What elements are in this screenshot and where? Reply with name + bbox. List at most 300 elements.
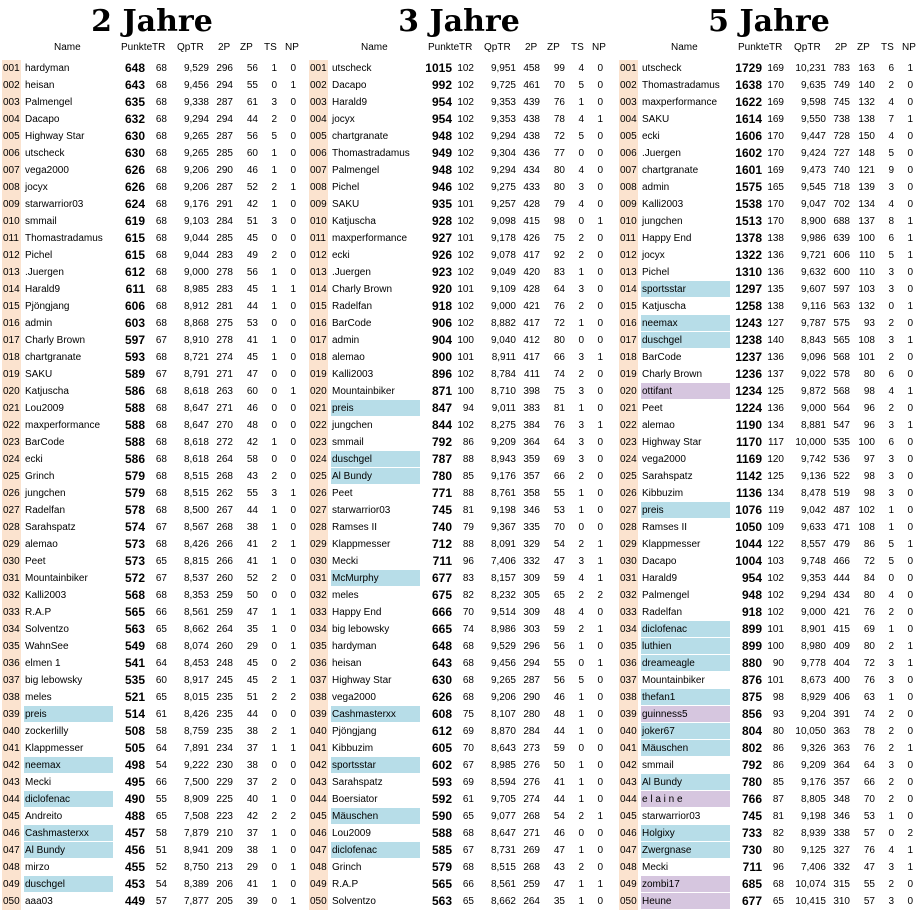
zp-cell: 46 [246,165,258,176]
np-cell: 0 [597,471,603,482]
np-cell: 0 [290,131,296,142]
2p-cell: 702 [833,199,850,210]
2p-cell: 346 [523,505,540,516]
table-row [309,383,609,400]
2p-cell: 434 [523,165,540,176]
np-cell: 0 [907,199,913,210]
zp-cell: 47 [246,607,258,618]
qptr-cell: 10,050 [795,726,826,737]
table-row [309,570,609,587]
rank-cell: 014 [309,281,328,298]
rank-cell: 027 [2,502,21,519]
tr-cell: 134 [767,420,784,431]
punkte-cell: 1076 [735,503,762,517]
qptr-cell: 8,750 [183,862,209,873]
table-row [2,587,302,604]
name-cell: WahnSee [25,641,69,652]
tr-cell: 65 [772,896,784,907]
ts-cell: 3 [888,182,894,193]
zp-cell: 76 [553,420,565,431]
tr-cell: 68 [155,165,167,176]
punkte-cell: 876 [741,673,762,687]
zp-cell: 52 [246,573,258,584]
np-cell: 0 [907,777,913,788]
table-row [2,774,302,791]
ts-cell: 1 [271,63,277,74]
qptr-cell: 8,910 [183,335,209,346]
rank-cell: 044 [2,791,21,808]
2p-cell: 749 [833,80,850,91]
rank-cell: 002 [2,77,21,94]
punkte-cell: 588 [124,418,145,432]
punkte-cell: 588 [431,826,452,840]
name-cell: duschgel [641,332,730,348]
tr-cell: 68 [155,131,167,142]
table-row [309,808,609,825]
punkte-cell: 918 [741,605,762,619]
tr-cell: 122 [767,539,784,550]
qptr-cell: 9,447 [800,131,826,142]
2p-cell: 535 [833,437,850,448]
tr-cell: 79 [462,522,474,533]
qptr-cell: 7,508 [183,811,209,822]
tr-cell: 68 [155,641,167,652]
ts-cell: 0 [271,386,277,397]
np-cell: 0 [907,726,913,737]
ts-cell: 6 [888,233,894,244]
table-row [2,179,302,196]
table-row [309,451,609,468]
2p-cell: 278 [216,335,233,346]
table-row [619,247,918,264]
column-header-name: Name [54,42,81,53]
name-cell: big lebowsky [332,624,390,635]
tr-cell: 68 [155,403,167,414]
ts-cell: 1 [271,607,277,618]
zp-cell: 64 [553,437,565,448]
table-row [309,247,609,264]
ts-cell: 1 [578,760,584,771]
punkte-cell: 675 [431,588,452,602]
tr-cell: 67 [462,845,474,856]
rank-cell: 016 [309,315,328,332]
name-cell: Solventzo [25,624,69,635]
punkte-cell: 946 [431,180,452,194]
tr-cell: 102 [457,301,474,312]
zp-cell: 49 [246,250,258,261]
qptr-cell: 8,761 [490,488,516,499]
np-cell: 0 [290,760,296,771]
np-cell: 0 [907,709,913,720]
table-row [2,332,302,349]
tr-cell: 86 [772,743,784,754]
ts-cell: 2 [271,726,277,737]
tr-cell: 70 [462,607,474,618]
tr-cell: 51 [155,845,167,856]
ts-cell: 2 [888,607,894,618]
2p-cell: 235 [216,726,233,737]
name-cell: Highway Star [642,437,702,448]
rank-cell: 022 [2,417,21,434]
ts-cell: 2 [578,539,584,550]
ts-cell: 3 [578,437,584,448]
name-cell: Lou2009 [25,403,64,414]
rank-cell: 046 [619,825,638,842]
qptr-cell: 10,074 [795,879,826,890]
qptr-cell: 9,529 [183,63,209,74]
punkte-cell: 630 [124,146,145,160]
qptr-cell: 9,326 [800,743,826,754]
tr-cell: 101 [767,624,784,635]
ts-cell: 2 [271,182,277,193]
ranking-list [309,60,609,910]
ts-cell: 0 [271,369,277,380]
zp-cell: 29 [246,862,258,873]
zp-cell: 76 [863,675,875,686]
2p-cell: 269 [523,845,540,856]
qptr-cell: 8,618 [183,454,209,465]
zp-cell: 38 [246,726,258,737]
np-cell: 1 [290,284,296,295]
qptr-cell: 9,178 [490,233,516,244]
table-row [309,417,609,434]
qptr-cell: 9,176 [490,471,516,482]
np-cell: 0 [907,369,913,380]
name-cell: Mountainbiker [25,573,88,584]
punkte-cell: 632 [124,112,145,126]
zp-cell: 98 [863,488,875,499]
zp-cell: 41 [553,777,565,788]
qptr-cell: 8,929 [800,692,826,703]
ts-cell: 1 [888,624,894,635]
qptr-cell: 9,294 [490,165,516,176]
qptr-cell: 8,389 [183,879,209,890]
name-cell: diclofenac [24,791,113,807]
2p-cell: 400 [833,675,850,686]
2p-cell: 223 [216,811,233,822]
name-cell: duschgel [24,876,113,892]
2p-cell: 406 [833,692,850,703]
tr-cell: 68 [155,420,167,431]
rank-cell: 027 [309,502,328,519]
np-cell: 0 [290,709,296,720]
tr-cell: 65 [155,624,167,635]
qptr-cell: 8,561 [490,879,516,890]
ts-cell: 0 [888,301,894,312]
punkte-cell: 488 [124,809,145,823]
ts-cell: 1 [578,692,584,703]
np-cell: 0 [290,114,296,125]
tr-cell: 75 [462,709,474,720]
table-row [619,400,918,417]
column-header-name: Name [671,42,698,53]
punkte-cell: 578 [124,503,145,517]
ts-cell: 3 [888,488,894,499]
tr-cell: 55 [155,794,167,805]
zp-cell: 46 [553,828,565,839]
ts-cell: 0 [271,590,277,601]
zp-cell: 45 [246,658,258,669]
np-cell: 0 [597,63,603,74]
table-row [309,859,609,876]
punkte-cell: 745 [431,503,452,517]
tr-cell: 54 [155,879,167,890]
zp-cell: 103 [858,284,875,295]
punkte-cell: 740 [431,520,452,534]
tr-cell: 68 [462,828,474,839]
rank-cell: 033 [2,604,21,621]
rank-cell: 015 [619,298,638,315]
zp-cell: 38 [246,845,258,856]
np-cell: 0 [290,794,296,805]
tr-cell: 68 [155,590,167,601]
np-cell: 0 [907,267,913,278]
qptr-cell: 9,367 [490,522,516,533]
column-header-2p: 2P [218,42,231,53]
zp-cell: 41 [246,539,258,550]
2p-cell: 364 [523,437,540,448]
zp-cell: 98 [863,471,875,482]
np-cell: 0 [597,828,603,839]
qptr-cell: 8,353 [183,590,209,601]
np-cell: 0 [597,454,603,465]
ts-cell: 2 [888,879,894,890]
tr-cell: 68 [155,539,167,550]
np-cell: 0 [290,335,296,346]
2p-cell: 718 [833,182,850,193]
np-cell: 0 [597,505,603,516]
qptr-cell: 9,529 [490,641,516,652]
punkte-cell: 954 [431,95,452,109]
qptr-cell: 9,294 [183,114,209,125]
np-cell: 0 [290,556,296,567]
ts-cell: 4 [578,607,584,618]
punkte-cell: 1378 [735,231,762,245]
zp-cell: 83 [553,267,565,278]
rank-cell: 013 [309,264,328,281]
rank-cell: 036 [619,655,638,672]
name-cell: maxperformance [25,420,101,431]
name-cell: admin [332,335,360,346]
punkte-cell: 730 [741,843,762,857]
qptr-cell: 9,000 [800,607,826,618]
name-cell: Kibbuzim [642,488,684,499]
2p-cell: 285 [216,233,233,244]
table-row [619,536,918,553]
column-header-ts: TS [881,42,894,53]
name-cell: starwarrior03 [25,199,84,210]
punkte-cell: 586 [124,384,145,398]
tr-cell: 68 [155,97,167,108]
name-cell: jocyx [332,114,355,125]
qptr-cell: 8,901 [800,624,826,635]
table-row [619,672,918,689]
zp-cell: 100 [858,233,875,244]
table-row [309,842,609,859]
ts-cell: 0 [578,658,584,669]
qptr-cell: 8,731 [490,845,516,856]
punkte-cell: 1190 [735,418,762,432]
qptr-cell: 8,647 [490,828,516,839]
table-row [2,434,302,451]
name-cell: Heune [641,893,730,909]
tr-cell: 57 [155,896,167,907]
name-cell: preis [641,502,730,518]
rank-cell: 009 [309,196,328,213]
2p-cell: 272 [216,437,233,448]
tr-cell: 66 [462,879,474,890]
2p-cell: 417 [523,352,540,363]
ts-cell: 1 [578,709,584,720]
zp-cell: 121 [858,165,875,176]
name-cell: Boersiator [332,794,378,805]
zp-cell: 56 [246,63,258,74]
punkte-cell: 1602 [735,146,762,160]
name-cell: ecki [332,250,350,261]
tr-cell: 136 [767,250,784,261]
2p-cell: 287 [216,97,233,108]
punkte-cell: 745 [741,809,762,823]
ts-cell: 0 [271,896,277,907]
zp-cell: 42 [246,811,258,822]
table-row [309,315,609,332]
zp-cell: 53 [553,505,565,516]
punkte-cell: 1638 [735,78,762,92]
ts-cell: 0 [578,148,584,159]
qptr-cell: 8,710 [490,386,516,397]
ts-cell: 1 [578,488,584,499]
name-cell: smmail [642,760,674,771]
name-cell: neemax [24,757,113,773]
rank-cell: 023 [619,434,638,451]
np-cell: 0 [290,233,296,244]
punkte-cell: 1729 [735,61,762,75]
rank-cell: 032 [309,587,328,604]
qptr-cell: 8,426 [183,709,209,720]
zp-cell: 57 [863,896,875,907]
qptr-cell: 9,204 [800,709,826,720]
zp-cell: 50 [553,760,565,771]
rank-cell: 039 [2,706,21,723]
tr-cell: 170 [767,131,784,142]
np-cell: 0 [597,794,603,805]
np-cell: 0 [907,760,913,771]
tr-cell: 66 [155,607,167,618]
rank-cell: 003 [309,94,328,111]
name-cell: joker67 [641,723,730,739]
2p-cell: 384 [523,420,540,431]
zp-cell: 45 [246,352,258,363]
qptr-cell: 10,000 [795,437,826,448]
ts-cell: 1 [578,726,584,737]
qptr-cell: 9,136 [800,471,826,482]
name-cell: admin [25,318,53,329]
np-cell: 0 [597,318,603,329]
name-cell: mirzo [25,862,50,873]
rank-cell: 021 [309,400,328,417]
rank-cell: 025 [619,468,638,485]
np-cell: 1 [597,624,603,635]
2p-cell: 284 [216,216,233,227]
2p-cell: 294 [216,80,233,91]
tr-cell: 102 [767,607,784,618]
name-cell: neemax [641,315,730,331]
qptr-cell: 9,096 [800,352,826,363]
qptr-cell: 8,911 [491,352,516,363]
name-cell: jungchen [642,216,683,227]
table-row [2,128,302,145]
name-cell: Sarahspatz [25,522,76,533]
tr-cell: 68 [155,182,167,193]
zp-cell: 37 [246,828,258,839]
rank-cell: 046 [309,825,328,842]
punkte-cell: 626 [124,163,145,177]
punkte-cell: 490 [124,792,145,806]
table-row [309,485,609,502]
zp-cell: 137 [858,216,875,227]
qptr-cell: 8,453 [183,658,209,669]
2p-cell: 276 [523,760,540,771]
ts-cell: 2 [578,862,584,873]
tr-cell: 102 [457,131,474,142]
2p-cell: 564 [833,403,850,414]
2p-cell: 264 [523,896,540,907]
np-cell: 0 [597,80,603,91]
ts-cell: 2 [578,233,584,244]
rank-cell: 016 [619,315,638,332]
punkte-cell: 906 [431,316,452,330]
table-row [619,332,918,349]
name-cell: preis [331,400,420,416]
punkte-cell: 455 [124,860,145,874]
qptr-cell: 8,618 [183,437,209,448]
ts-cell: 4 [578,114,584,125]
qptr-cell: 8,561 [183,607,209,618]
zp-cell: 48 [553,607,565,618]
rank-cell: 048 [309,859,328,876]
tr-cell: 54 [155,760,167,771]
name-cell: Klappmesser [332,539,391,550]
rank-cell: 044 [619,791,638,808]
zp-cell: 47 [553,845,565,856]
qptr-cell: 9,265 [183,131,209,142]
2p-cell: 259 [216,607,233,618]
table-row [309,298,609,315]
2p-cell: 783 [833,63,850,74]
ts-cell: 6 [888,369,894,380]
rank-cell: 017 [619,332,638,349]
punkte-cell: 856 [741,707,762,721]
punkte-cell: 574 [124,520,145,534]
ts-cell: 3 [888,284,894,295]
tr-cell: 61 [155,709,167,720]
table-row [619,128,918,145]
tr-cell: 70 [462,743,474,754]
2p-cell: 461 [523,80,540,91]
ranking-list [2,60,302,910]
ts-cell: 0 [271,403,277,414]
name-cell: Katjuscha [642,301,686,312]
qptr-cell: 8,594 [490,777,516,788]
name-cell: Cashmasterxx [331,706,420,722]
tr-cell: 101 [457,352,474,363]
punkte-cell: 935 [431,197,452,211]
2p-cell: 266 [216,539,233,550]
table-row [309,791,609,808]
zp-cell: 44 [246,301,258,312]
table-row [309,60,609,77]
2p-cell: 206 [216,879,233,890]
